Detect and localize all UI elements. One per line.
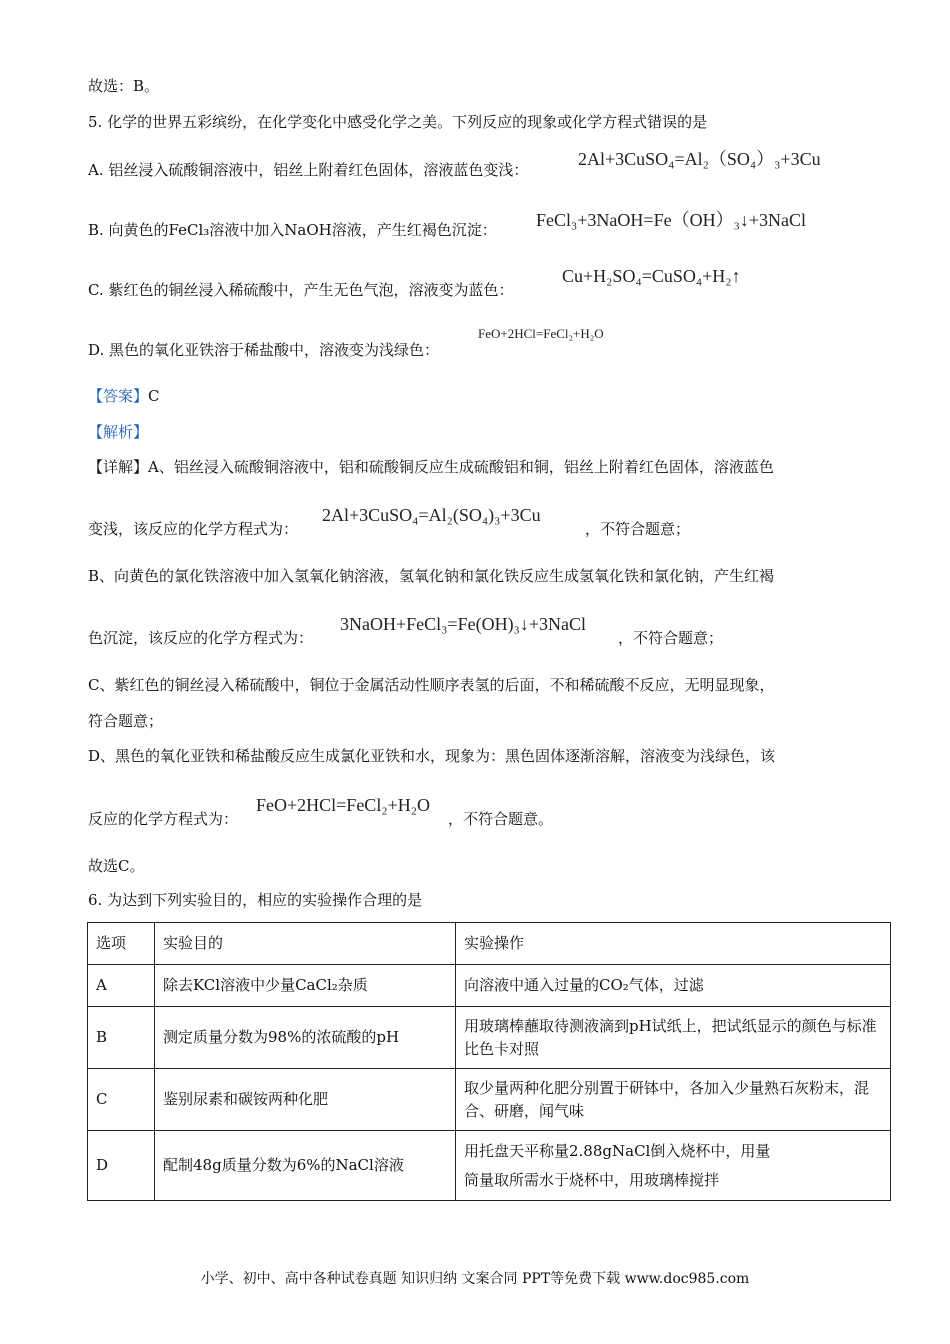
table-header-row: [88, 923, 891, 965]
header-option: 选项: [88, 923, 155, 965]
analysis-tag: 【解析】: [88, 423, 149, 441]
detail-c-line2: 符合题意；: [88, 712, 164, 730]
header-operation: 实验操作: [456, 923, 891, 965]
detail-b-line1: B、向黄色的氯化铁溶液中加入氢氧化钠溶液，氢氧化钠和氯化铁反应生成氢氧化铁和氯化钠，产生红褐: [88, 567, 775, 585]
row-purpose: 鉴别尿素和碳铵两种化肥: [155, 1069, 456, 1131]
detail-d-end: ，不符合题意。: [448, 810, 554, 828]
q6-stem: 6. 为达到下列实验目的，相应的实验操作合理的是: [88, 891, 423, 909]
row-operation: 用玻璃棒蘸取待测液滴到pH试纸上，把试纸显示的颜色与标准比色卡对照: [456, 1007, 891, 1069]
table-row: [88, 1131, 891, 1201]
detail-b-formula: 3NaOH+FeCl₃=Fe(OH)₃↓+3NaCl: [340, 614, 586, 634]
detail-d-line2: 反应的化学方程式为：: [88, 810, 239, 828]
row-purpose: 除去KCl溶液中少量CaCl₂杂质: [155, 965, 456, 1007]
answer-tag: 【答案】: [88, 387, 149, 405]
experiment-table: [87, 922, 891, 1201]
q5-stem: 5. 化学的世界五彩缤纷，在化学变化中感受化学之美。下列反应的现象或化学方程式错误的是: [88, 113, 708, 131]
row-option: B: [88, 1007, 155, 1069]
row-option: A: [88, 965, 155, 1007]
detail-tag: 【详解】: [88, 458, 149, 476]
row-operation-line2: 筒量取所需水于烧杯中，用玻璃棒搅拌: [464, 1170, 720, 1189]
table-row: [88, 965, 891, 1007]
row-operation: 取少量两种化肥分别置于研钵中，各加入少量熟石灰粉末，混合、研磨，闻气味: [456, 1069, 891, 1131]
q5-option-b: B. 向黄色的FeCl₃溶液中加入NaOH溶液，产生红褐色沉淀：: [88, 221, 497, 239]
row-purpose: 测定质量分数为98%的浓硫酸的pH: [155, 1007, 456, 1069]
row-operation-line1: 用托盘天平称量2.88gNaCl倒入烧杯中，用量: [464, 1141, 771, 1160]
row-operation: [456, 1131, 891, 1201]
row-option: C: [88, 1069, 155, 1131]
row-purpose: 配制48g质量分数为6%的NaCl溶液: [155, 1131, 456, 1201]
detail-d-formula: FeO+2HCl=FeCl₂+H₂O: [256, 795, 431, 815]
detail-a-text1: A、铝丝浸入硫酸铜溶液中，铝和硫酸铜反应生成硫酸铝和铜，铝丝上附着红色固体，溶液蓝色: [148, 458, 774, 476]
table-row: [88, 1069, 891, 1131]
footer-banner: 小学、初中、高中各种试卷真题 知识归纳 文案合同 PPT等免费下载 www.doc985.com: [200, 1271, 750, 1287]
answer-line: [88, 385, 160, 407]
q5-option-d-formula: FeO+2HCl=FeCl₂+H₂O: [478, 326, 604, 341]
prev-answer: 故选：B。: [88, 77, 160, 95]
q5-conclusion: 故选C。: [88, 857, 145, 875]
detail-d-line1: D、黑色的氧化亚铁和稀盐酸反应生成氯化亚铁和水，现象为：黑色固体逐渐溶解，溶液变为浅绿色，该: [88, 747, 776, 765]
q5-option-a: A. 铝丝浸入硫酸铜溶液中，铝丝上附着红色固体，溶液蓝色变浅：: [88, 161, 529, 179]
detail-b-line2: 色沉淀，该反应的化学方程式为：: [88, 629, 314, 647]
header-purpose: 实验目的: [155, 923, 456, 965]
detail-a-line2: 变浅，该反应的化学方程式为：: [88, 520, 299, 538]
q5-option-c-formula: Cu+H₂SO₄=CuSO₄+H₂↑: [562, 266, 741, 286]
row-option: D: [88, 1131, 155, 1201]
detail-a-formula: 2Al+3CuSO₄=Al₂(SO₄)₃+3Cu: [322, 505, 541, 525]
answer-value: C: [148, 387, 160, 405]
detail-b-end: ，不符合题意；: [618, 629, 724, 647]
detail-a-line1: [88, 456, 774, 478]
q5-option-c: C. 紫红色的铜丝浸入稀硫酸中，产生无色气泡，溶液变为蓝色：: [88, 281, 514, 299]
detail-a-end: ，不符合题意；: [585, 520, 691, 538]
row-operation: 向溶液中通入过量的CO₂气体，过滤: [456, 965, 891, 1007]
q5-option-a-formula: 2Al+3CuSO₄=Al₂（SO₄）₃+3Cu: [578, 149, 821, 169]
q5-option-d: D. 黑色的氧化亚铁溶于稀盐酸中，溶液变为浅绿色：: [88, 341, 440, 359]
detail-c-line1: C、紫红色的铜丝浸入稀硫酸中，铜位于金属活动性顺序表氢的后面，不和稀硫酸不反应，无明显现象，: [88, 676, 775, 694]
table-row: [88, 1007, 891, 1069]
q5-option-b-formula: FeCl₃+3NaOH=Fe（OH）₃↓+3NaCl: [536, 210, 806, 230]
